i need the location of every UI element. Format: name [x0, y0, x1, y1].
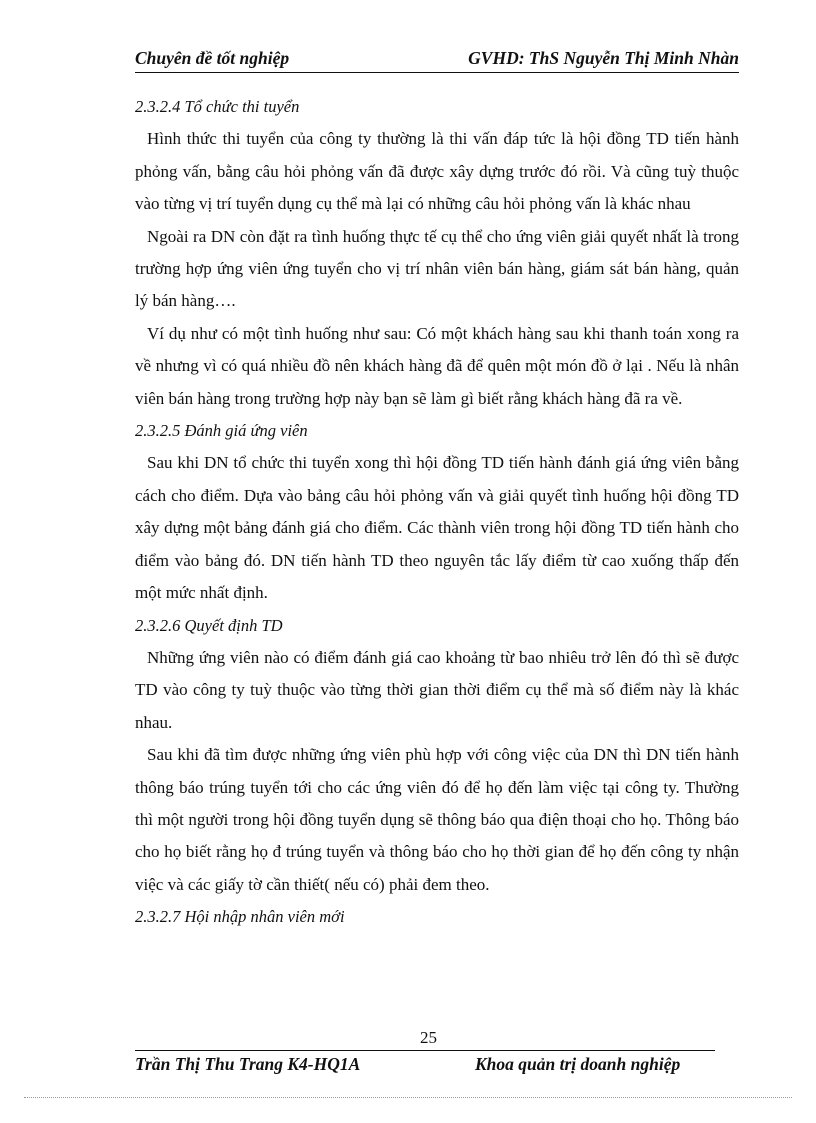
page-break-divider [24, 1097, 792, 1098]
page-footer [135, 1050, 715, 1077]
page-header [135, 48, 739, 73]
paragraph: Sau khi đã tìm được những ứng viên phù hợp với công việc của DN thì DN tiến hành thông báo trúng tuyển tới cho các ứng viên đó để họ đến làm việc tại công ty. Thường thì một người trong hội đồng tuyển dụng sẽ thông báo qua điện thoại cho họ. Thông báo cho họ biết rằng họ đ trúng tuyển và thông báo cho họ thời gian để họ đến công ty nhận việc và các giấy tờ cần thiết( nếu có) phải đem theo. [135, 745, 739, 894]
header-supervisor: GVHD: ThS Nguyễn Thị Minh Nhàn [468, 48, 739, 68]
section-heading-2-3-2-4: 2.3.2.4 Tổ chức thi tuyển [135, 97, 300, 116]
section-heading-2-3-2-6: 2.3.2.6 Quyết định TD [135, 615, 283, 635]
header-title: Chuyên đề tốt nghiệp [135, 48, 290, 68]
paragraph: Ngoài ra DN còn đặt ra tình huống thực tế cụ thể cho ứng viên giải quyết nhất là trong trường hợp ứng viên ứng tuyển cho vị trí nhân viên bán hàng, giám sát bán hàng, quản lý bán hàng…. [135, 226, 739, 311]
paragraph: Ví dụ như có một tình huống như sau: Có một khách hàng sau khi thanh toán xong ra về nhưng vì có quá nhiều đồ nên khách hàng đã để quên một món đồ ở lại . Nếu là nhân viên bán hàng trong trường hợp này bạn sẽ làm gì biết rằng khách hàng đã ra về. [135, 323, 739, 408]
page-number: 25 [420, 1028, 437, 1047]
section-heading-2-3-2-7: 2.3.2.7 Hội nhập nhân viên mới [135, 907, 345, 927]
document-body [135, 91, 739, 934]
footer-author: Trần Thị Thu Trang K4-HQ1A [135, 1054, 361, 1074]
section-heading-2-3-2-5: 2.3.2.5 Đánh giá ứng viên [135, 421, 308, 441]
paragraph: Những ứng viên nào có điểm đánh giá cao khoảng từ bao nhiêu trở lên đó thì sẽ được TD vào công ty tuỳ thuộc vào từng thời gian thời điểm cụ thể mà số điểm này là khác nhau. [135, 647, 739, 732]
footer-faculty: Khoa quản trị doanh nghiệp [475, 1054, 681, 1074]
paragraph: Sau khi DN tổ chức thi tuyển xong thì hội đồng TD tiến hành đánh giá ứng viên bằng cách cho điểm. Dựa vào bảng câu hỏi phỏng vấn và giải quyết tình huống hội đồng TD xây dựng một bảng đánh giá cho điểm. Các thành viên trong hội đồng TD tiến hành cho điểm vào bảng đó. DN tiến hành TD theo nguyên tắc lấy điểm từ cao xuống thấp đến một mức nhất định. [135, 453, 739, 603]
paragraph: Hình thức thi tuyển của công ty thường là thi vấn đáp tức là hội đồng TD tiến hành phỏng vấn, bằng câu hỏi phỏng vấn đã được xây dựng trước đó rồi. Và cũng tuỳ thuộc vào từng vị trí tuyển dụng cụ thể mà lại có những câu hỏi phỏng vấn là khác nhau [135, 129, 739, 214]
